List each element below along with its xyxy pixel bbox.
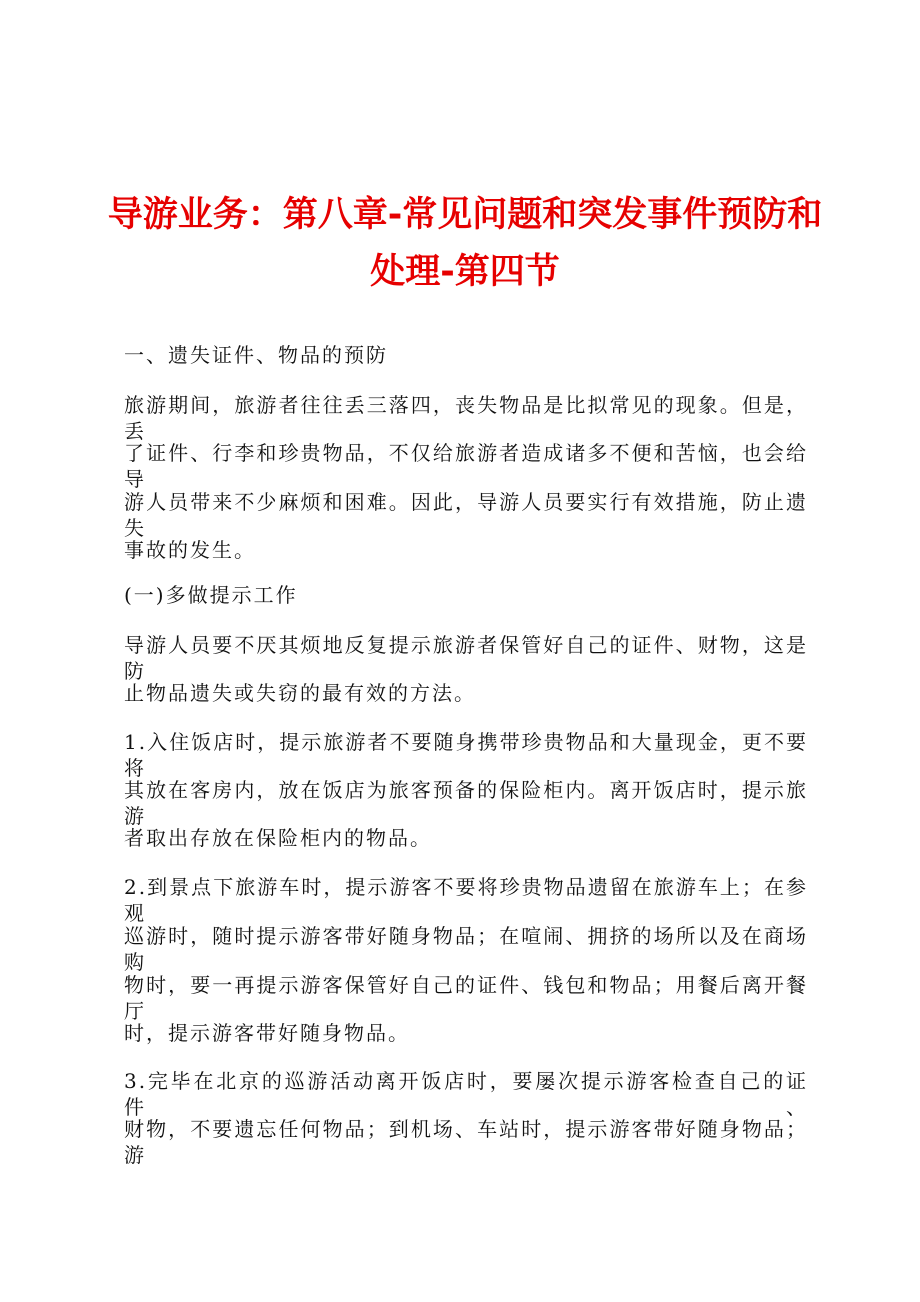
document-title-line-1: 导游业务：第八章-常见问题和突发事件预防和 — [107, 195, 823, 235]
list-item-line: 物时，要一再提示游客保管好自己的证件、钱包和物品；用餐后离开餐厅 — [124, 973, 808, 1023]
paragraph-line: 事故的发生。 — [124, 538, 256, 562]
list-item-line: 1.入住饭店时，提示旅游者不要随身携带珍贵物品和大量现金，更不要将 — [124, 730, 808, 780]
paragraph-line: 了证件、行李和珍贵物品，不仅给旅游者造成诸多不便和苦恼，也会给导 — [124, 441, 808, 491]
section-heading: 一、遗失证件、物品的预防 — [124, 343, 388, 367]
list-item-line: 时，提示游客带好随身物品。 — [124, 1021, 410, 1045]
subsection-heading: (一)多做提示工作 — [124, 583, 298, 607]
list-item-line: 其放在客房内，放在饭店为旅客预备的保险柜内。离开饭店时，提示旅游 — [124, 778, 808, 828]
list-item-line: 3.完毕在北京的巡游活动离开饭店时，要屡次提示游客检查自己的证件、 — [124, 1069, 808, 1119]
paragraph-line: 导游人员要不厌其烦地反复提示旅游者保管好自己的证件、财物，这是防 — [124, 633, 808, 683]
list-item-line: 者取出存放在保险柜内的物品。 — [124, 826, 432, 850]
list-item-line: 2.到景点下旅游车时，提示游客不要将珍贵物品遗留在旅游车上；在参观 — [124, 875, 808, 925]
document-title-line-2: 处理-第四节 — [370, 252, 560, 292]
paragraph-line: 旅游期间，旅游者往往丢三落四，丧失物品是比拟常见的现象。但是，丢 — [124, 393, 808, 443]
paragraph-line: 游人员带来不少麻烦和困难。因此，导游人员要实行有效措施，防止遗失 — [124, 490, 808, 540]
paragraph-line: 止物品遗失或失窃的最有效的方法。 — [124, 681, 476, 705]
list-item-line: 财物，不要遗忘任何物品；到机场、车站时，提示游客带好随身物品；游 — [124, 1117, 808, 1167]
list-item-line: 巡游时，随时提示游客带好随身物品；在喧闹、拥挤的场所以及在商场购 — [124, 924, 808, 974]
